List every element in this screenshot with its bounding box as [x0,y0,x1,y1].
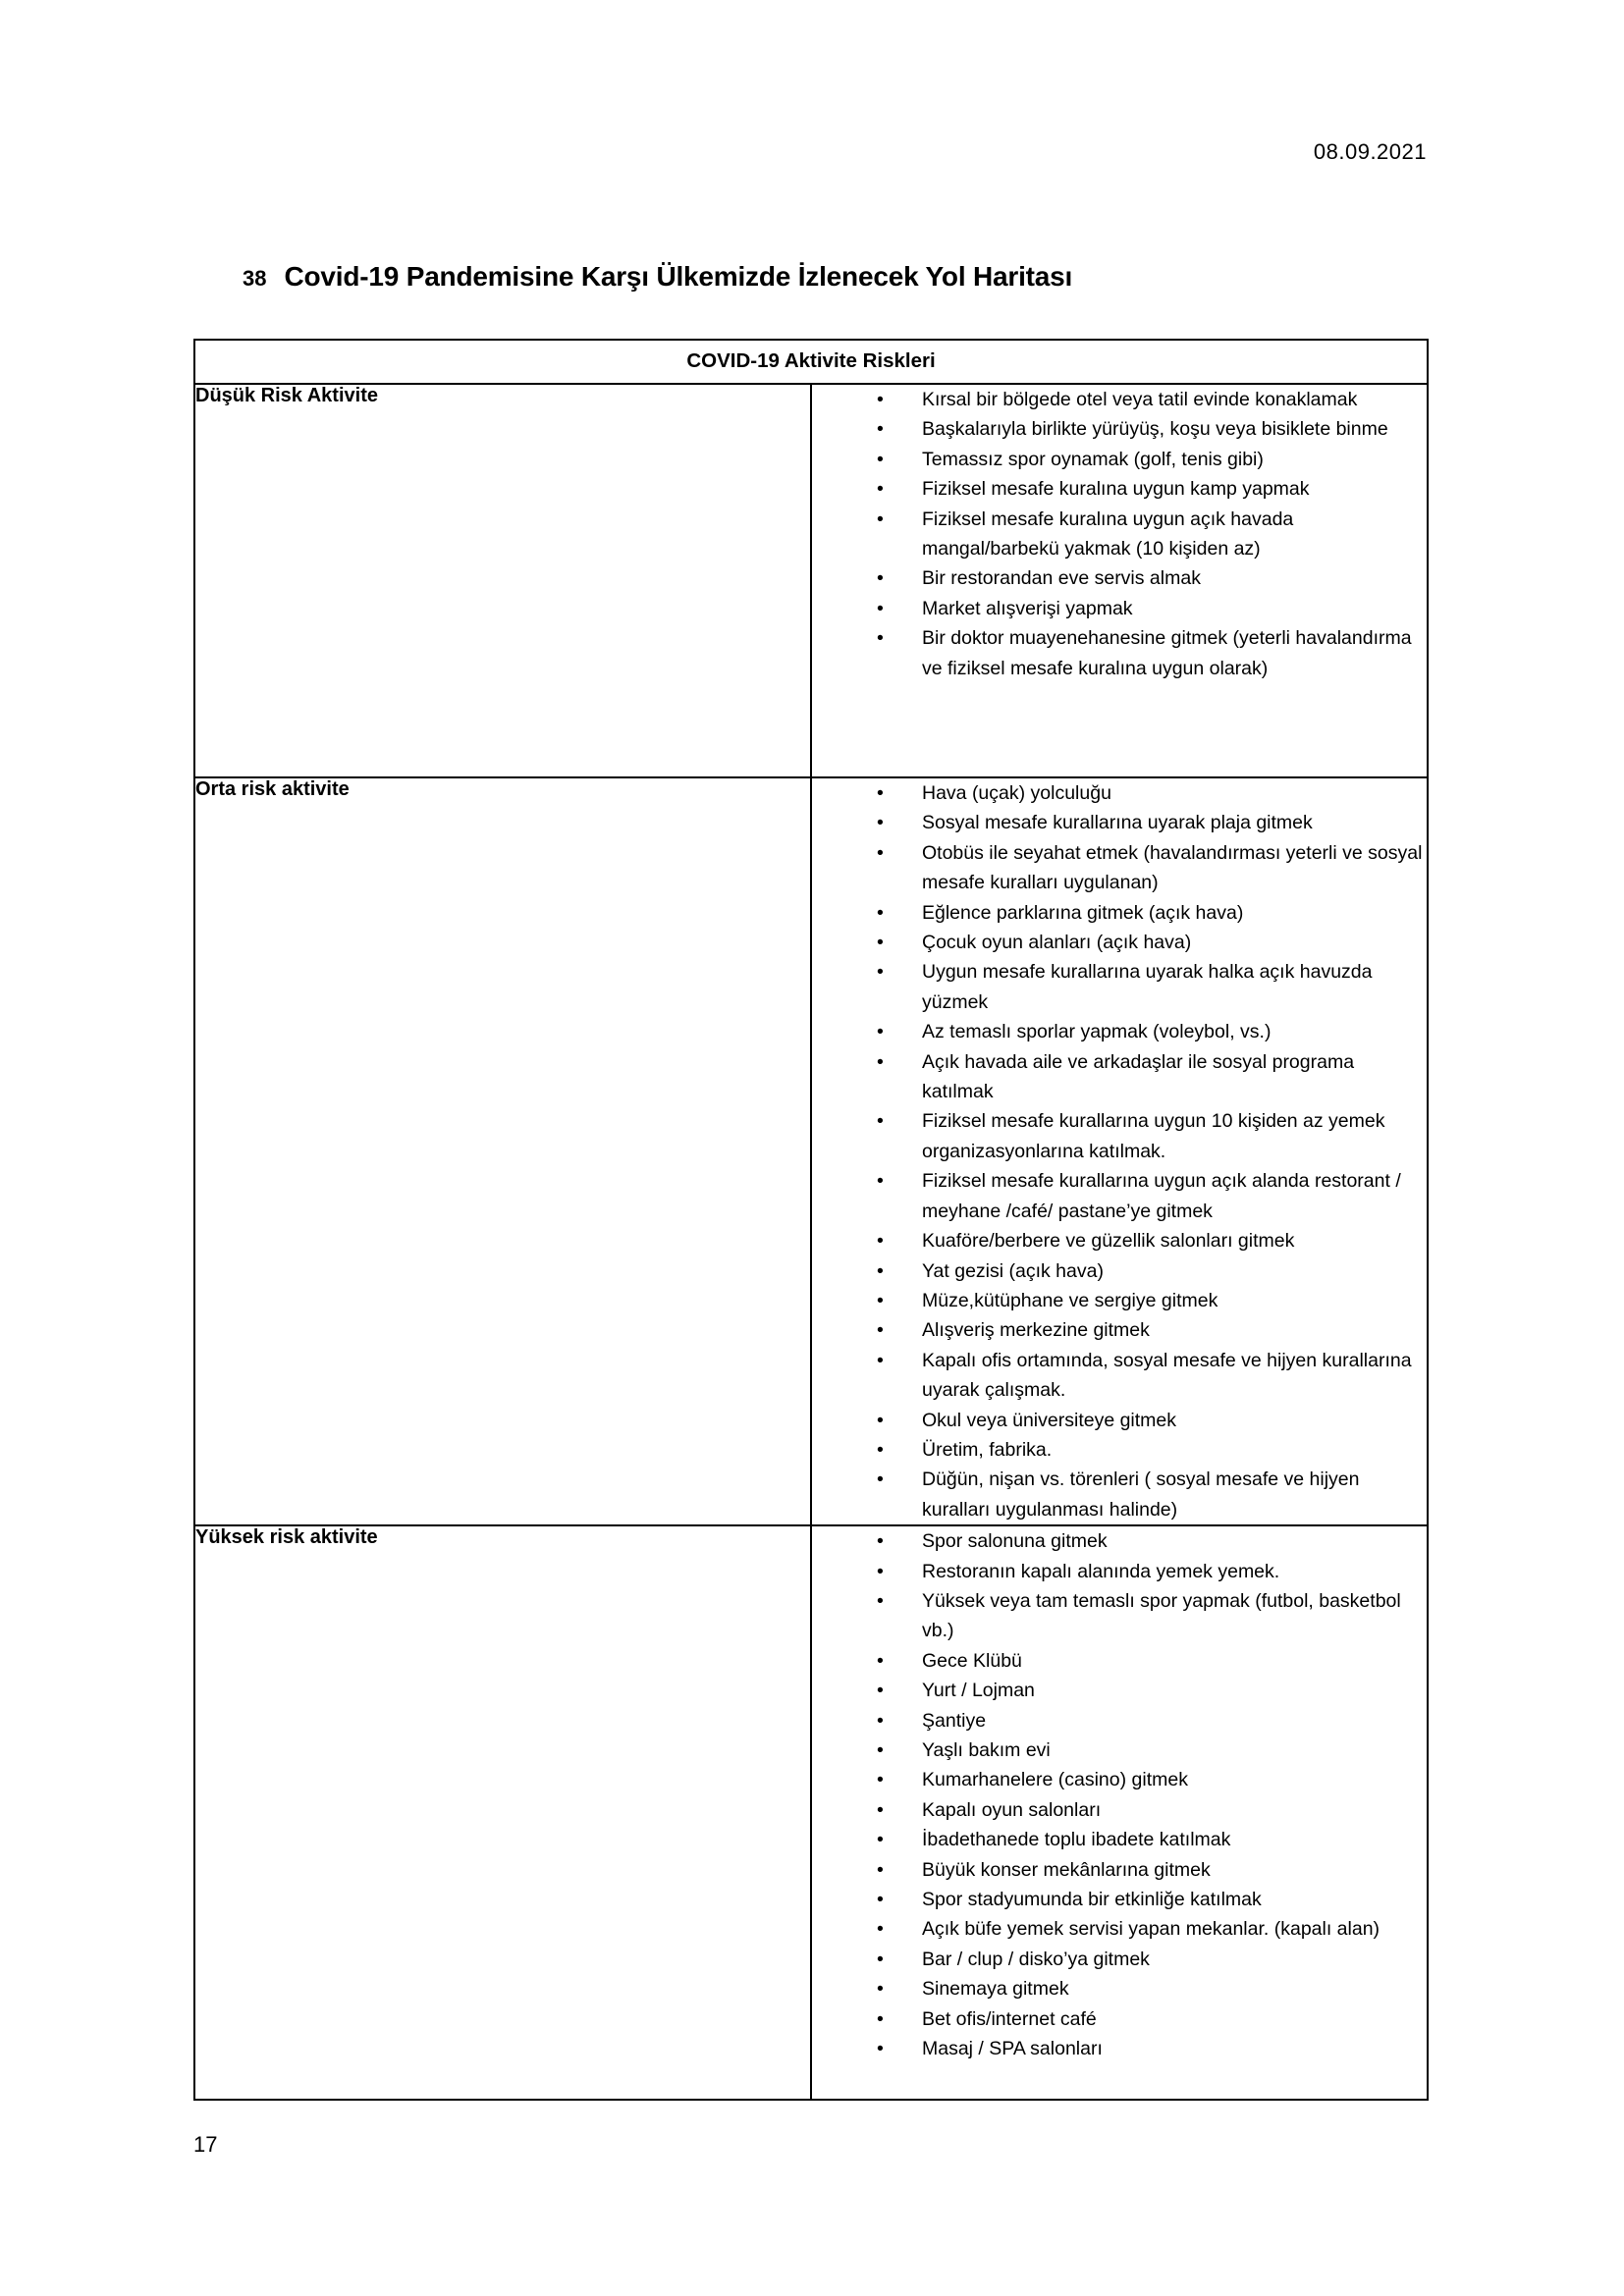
list-item-text: Fiziksel mesafe kuralına uygun kamp yapmak [922,478,1310,501]
list-item [877,505,1427,564]
list-item [877,957,1427,1017]
list-item [877,1315,1427,1345]
list-item-text: Sinemaya gitmek [922,1978,1069,2001]
list-item [877,808,1427,837]
section-heading [243,261,1072,293]
list-item-text: Büyük konser mekânlarına gitmek [922,1858,1211,1881]
bullet-icon: • [877,1829,884,1851]
bullet-icon: • [877,627,884,650]
list-item [877,1256,1427,1286]
list-item [877,1765,1427,1794]
list-item-text: Çocuk oyun alanları (açık hava) [922,932,1192,954]
list-item [877,1586,1427,1646]
bullet-icon: • [877,841,884,864]
bullet-icon: • [877,1918,884,1941]
list-item-text: Gece Klübü [922,1649,1022,1672]
list-item [877,1226,1427,1255]
list-item [877,838,1427,898]
list-item [877,1855,1427,1885]
list-item [877,1706,1427,1735]
bullet-icon: • [877,1649,884,1672]
bullet-icon: • [877,567,884,590]
list-item-text: Spor stadyumunda bir etkinliğe katılmak [922,1889,1262,1911]
list-item-text: Kuaföre/berbere ve güzellik salonları gitmek [922,1230,1295,1253]
list-item-text: Açık büfe yemek servisi yapan mekanlar. (kapalı alan) [922,1918,1380,1941]
bullet-icon: • [877,932,884,954]
list-item [877,1885,1427,1914]
list-item-text: Bar / clup / disko’ya gitmek [922,1948,1150,1970]
list-item [877,1914,1427,1944]
bullet-icon: • [877,1259,884,1282]
bullet-icon: • [877,448,884,470]
list-item-text: Market alışverişi yapmak [922,597,1133,619]
bullet-icon: • [877,961,884,984]
bullet-icon: • [877,1230,884,1253]
page-title: Covid-19 Pandemisine Karşı Ülkemizde İzlenecek Yol Haritası [284,261,1073,292]
list-item [877,1465,1427,1524]
list-item [877,1676,1427,1705]
list-item [877,1286,1427,1315]
list-item-text: Kapalı oyun salonları [922,1798,1102,1821]
bullet-icon: • [877,1409,884,1431]
list-item-text: Yaşlı bakım evi [922,1739,1051,1761]
list-item-text: Restoranın kapalı alanında yemek yemek. [922,1560,1280,1582]
bullet-icon: • [877,1858,884,1881]
list-item-text: Başkalarıyla birlikte yürüyüş, koşu veya bisiklete binme [922,418,1388,441]
bullet-icon: • [877,1798,884,1821]
list-item-text: Düğün, nişan vs. törenleri ( sosyal mesafe ve hijyen kuralları uygulanması halinde) [922,1468,1360,1521]
list-item [877,1346,1427,1406]
list-item [877,623,1427,683]
list-item-text: Eğlence parklarına gitmek (açık hava) [922,901,1244,924]
heading-number: 38 [243,266,267,291]
bullet-icon: • [877,1530,884,1553]
list-item [877,1735,1427,1765]
list-item-text: Kırsal bir bölgede otel veya tatil evinde konaklamak [922,389,1358,410]
list-item [877,1017,1427,1046]
list-item [877,1435,1427,1465]
list-item [877,1406,1427,1435]
list-item [877,594,1427,623]
list-item [877,898,1427,928]
bullet-icon: • [877,478,884,501]
list-item-text: Yurt / Lojman [922,1680,1035,1702]
list-item-text: Bir doktor muayenehanesine gitmek (yeterli havalandırma ve fiziksel mesafe kuralına uygun olarak) [922,627,1412,679]
list-item [877,928,1427,957]
list-item-text: Kapalı ofis ortamında, sosyal mesafe ve hijyen kurallarına uyarak çalışmak. [922,1349,1412,1402]
bullet-icon: • [877,812,884,834]
list-item-text: Fiziksel mesafe kurallarına uygun 10 kişiden az yemek organizasyonlarına katılmak. [922,1110,1385,1162]
list-item-text: Hava (uçak) yolculuğu [922,782,1111,804]
list-item-text: Üretim, fabrika. [922,1438,1053,1461]
bullet-icon: • [877,1349,884,1371]
list-item [877,1646,1427,1676]
bullet-icon: • [877,1948,884,1970]
bullet-icon: • [877,1170,884,1193]
list-item [877,1526,1427,1556]
list-item [877,385,1427,414]
bullet-icon: • [877,418,884,441]
list-item [877,1945,1427,1974]
list-item-text: Açık havada aile ve arkadaşlar ile sosyal programa katılmak [922,1050,1355,1103]
list-item [877,474,1427,504]
list-item-text: Bet ofis/internet café [922,2007,1097,2030]
bullet-icon: • [877,1978,884,2001]
bullet-icon: • [877,1438,884,1461]
table-row [194,384,1428,777]
bullet-icon: • [877,389,884,410]
risk-level-label: Düşük Risk Aktivite [194,384,811,777]
covid-activity-risk-table [193,339,1429,2101]
bullet-icon: • [877,507,884,530]
bullet-icon: • [877,1050,884,1073]
list-item-text: Uygun mesafe kurallarına uyarak halka açık havuzda yüzmek [922,961,1373,1013]
bullet-icon: • [877,1769,884,1791]
list-item-text: Bir restorandan eve servis almak [922,567,1201,590]
risk-level-label: Orta risk aktivite [194,777,811,1525]
activity-list-cell [811,777,1428,1525]
list-item-text: Yat gezisi (açık hava) [922,1259,1104,1282]
list-item-text: Müze,kütüphane ve sergiye gitmek [922,1289,1218,1311]
bullet-icon: • [877,2007,884,2030]
bullet-icon: • [877,901,884,924]
list-item-text: Alışveriş merkezine gitmek [922,1319,1150,1342]
list-item [877,445,1427,474]
activity-list-cell [811,384,1428,777]
bullet-icon: • [877,1889,884,1911]
bullet-icon: • [877,782,884,804]
list-item [877,1795,1427,1825]
bullet-icon: • [877,1110,884,1133]
list-item-text: İbadethanede toplu ibadete katılmak [922,1829,1231,1851]
list-item [877,2004,1427,2034]
risk-level-label: Yüksek risk aktivite [194,1525,811,2100]
table-row [194,1525,1428,2100]
list-item [877,1825,1427,1854]
page-number: 17 [193,2132,218,2157]
list-item [877,1106,1427,1166]
list-item-text: Şantiye [922,1709,987,1732]
table-header-row [194,340,1428,384]
bullet-icon: • [877,1739,884,1761]
list-item-text: Fiziksel mesafe kurallarına uygun açık alanda restorant / meyhane /café/ pastane’ye gitmek [922,1170,1401,1222]
bullet-icon: • [877,597,884,619]
activity-list [812,778,1427,1524]
bullet-icon: • [877,1289,884,1311]
table-title: COVID-19 Aktivite Riskleri [194,340,1428,384]
activity-list-cell [811,1525,1428,2100]
list-item-text: Masaj / SPA salonları [922,2038,1103,2060]
list-item-text: Kumarhanelere (casino) gitmek [922,1769,1188,1791]
list-item [877,1166,1427,1226]
list-item-text: Yüksek veya tam temaslı spor yapmak (futbol, basketbol vb.) [922,1589,1401,1642]
list-item-text: Spor salonuna gitmek [922,1530,1108,1553]
bullet-icon: • [877,1589,884,1612]
list-item-text: Fiziksel mesafe kuralına uygun açık havada mangal/barbekü yakmak (10 kişiden az) [922,507,1294,561]
list-item-text: Otobüs ile seyahat etmek (havalandırması yeterli ve sosyal mesafe kuralları uygulanan) [922,841,1423,894]
list-item [877,1047,1427,1107]
bullet-icon: • [877,1468,884,1491]
list-item [877,1974,1427,2003]
bullet-icon: • [877,1680,884,1702]
bullet-icon: • [877,1021,884,1043]
list-item-text: Az temaslı sporlar yapmak (voleybol, vs.) [922,1021,1272,1043]
bullet-icon: • [877,1709,884,1732]
list-item-text: Sosyal mesafe kurallarına uyarak plaja gitmek [922,812,1313,834]
list-item [877,778,1427,808]
list-item [877,563,1427,593]
list-item-text: Temassız spor oynamak (golf, tenis gibi) [922,448,1264,470]
bullet-icon: • [877,1319,884,1342]
list-item [877,1557,1427,1586]
bullet-icon: • [877,1560,884,1582]
bullet-icon: • [877,2038,884,2060]
activity-list [812,385,1427,683]
list-item-text: Okul veya üniversiteye gitmek [922,1409,1177,1431]
activity-list [812,1526,1427,2063]
list-item [877,414,1427,444]
list-item [877,2034,1427,2063]
document-date: 08.09.2021 [1313,139,1427,164]
table-row [194,777,1428,1525]
